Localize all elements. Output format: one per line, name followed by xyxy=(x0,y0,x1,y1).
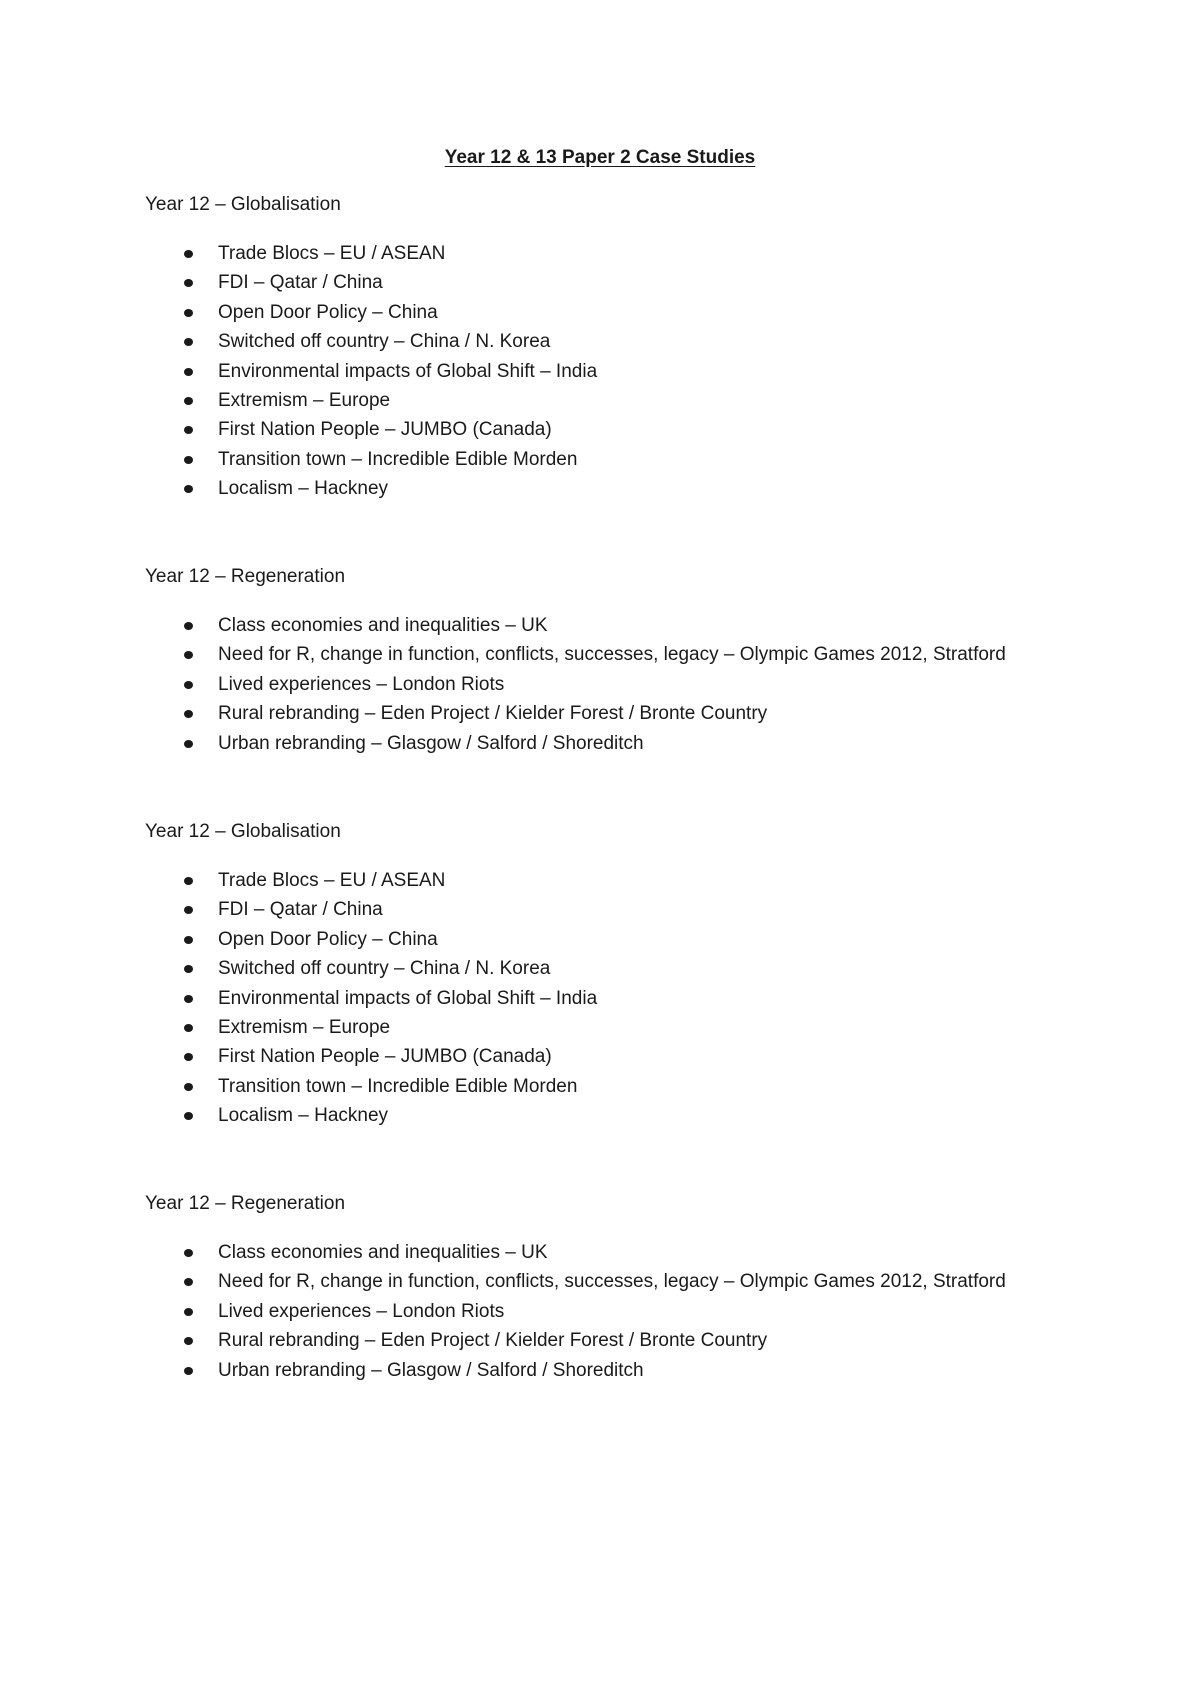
list-item xyxy=(145,611,1145,640)
list-item-text: Environmental impacts of Global Shift – India xyxy=(218,987,598,1009)
bullet-icon xyxy=(184,397,193,405)
list-item-text: Transition town – Incredible Edible Morden xyxy=(218,448,578,470)
bullet-list xyxy=(145,611,1145,758)
bullet-icon xyxy=(184,279,193,287)
bullet-icon xyxy=(184,1024,193,1032)
bullet-icon xyxy=(184,1249,193,1257)
list-item xyxy=(145,327,1145,356)
list-item xyxy=(145,866,1145,895)
list-item xyxy=(145,357,1145,386)
list-item xyxy=(145,1238,1145,1267)
list-item-text: Transition town – Incredible Edible Morden xyxy=(218,1075,578,1097)
list-item xyxy=(145,415,1145,444)
list-item xyxy=(145,729,1145,758)
bullet-list xyxy=(145,239,1145,504)
bullet-icon xyxy=(184,426,193,434)
bullet-icon xyxy=(184,622,193,630)
list-item-text: Extremism – Europe xyxy=(218,1017,391,1039)
list-item-text: Urban rebranding – Glasgow / Salford / Shoreditch xyxy=(218,732,644,754)
bullet-list xyxy=(145,866,1145,1131)
list-item xyxy=(145,1267,1145,1296)
list-item xyxy=(145,474,1145,503)
bullet-icon xyxy=(184,1367,193,1375)
section-heading: Year 12 – Globalisation xyxy=(145,821,341,842)
list-item xyxy=(145,1356,1145,1385)
bullet-icon xyxy=(184,651,193,659)
list-item-text: Localism – Hackney xyxy=(218,478,389,500)
list-item-text: Lived experiences – London Riots xyxy=(218,1300,505,1322)
list-item xyxy=(145,895,1145,924)
list-item-text: Urban rebranding – Glasgow / Salford / Shoreditch xyxy=(218,1359,644,1381)
bullet-icon xyxy=(184,936,193,944)
list-item xyxy=(145,239,1145,268)
section-heading: Year 12 – Globalisation xyxy=(145,194,341,215)
bullet-icon xyxy=(184,995,193,1003)
list-item-text: FDI – Qatar / China xyxy=(218,899,383,921)
bullet-icon xyxy=(184,710,193,718)
bullet-icon xyxy=(184,1337,193,1345)
bullet-icon xyxy=(184,965,193,973)
bullet-icon xyxy=(184,1083,193,1091)
list-item-text: Lived experiences – London Riots xyxy=(218,673,505,695)
list-item-text: Open Door Policy – China xyxy=(218,301,438,323)
list-item-text: Localism – Hackney xyxy=(218,1105,389,1127)
list-item xyxy=(145,268,1145,297)
list-item xyxy=(145,640,1145,669)
list-item xyxy=(145,386,1145,415)
list-item xyxy=(145,954,1145,983)
list-item-text: FDI – Qatar / China xyxy=(218,272,383,294)
list-item-text: Extremism – Europe xyxy=(218,390,391,412)
list-item xyxy=(145,298,1145,327)
list-item-text: First Nation People – JUMBO (Canada) xyxy=(218,419,552,441)
list-item xyxy=(145,1072,1145,1101)
bullet-icon xyxy=(184,456,193,464)
bullet-icon xyxy=(184,1053,193,1061)
list-item xyxy=(145,1101,1145,1130)
document-title: Year 12 & 13 Paper 2 Case Studies xyxy=(444,147,756,168)
list-item-text: Need for R, change in function, conflicts, successes, legacy – Olympic Games 2012, Stratford xyxy=(218,1271,1006,1293)
list-item-text: Switched off country – China / N. Korea xyxy=(218,331,551,353)
list-item xyxy=(145,925,1145,954)
bullet-icon xyxy=(184,250,193,258)
bullet-icon xyxy=(184,1278,193,1286)
section-regeneration-2 xyxy=(145,1192,1145,1385)
bullet-icon xyxy=(184,485,193,493)
list-item xyxy=(145,984,1145,1013)
list-item-text: Switched off country – China / N. Korea xyxy=(218,958,551,980)
list-item xyxy=(145,1013,1145,1042)
section-heading: Year 12 – Regeneration xyxy=(145,1193,346,1214)
bullet-icon xyxy=(184,1112,193,1120)
list-item-text: Rural rebranding – Eden Project / Kielder Forest / Bronte Country xyxy=(218,1330,768,1352)
bullet-icon xyxy=(184,681,193,689)
bullet-list xyxy=(145,1238,1145,1385)
list-item-text: Open Door Policy – China xyxy=(218,928,438,950)
list-item-text: Environmental impacts of Global Shift – India xyxy=(218,360,598,382)
bullet-icon xyxy=(184,877,193,885)
list-item-text: Rural rebranding – Eden Project / Kielder Forest / Bronte Country xyxy=(218,703,768,725)
bullet-icon xyxy=(184,1308,193,1316)
list-item xyxy=(145,1042,1145,1071)
section-regeneration-1 xyxy=(145,565,1145,758)
bullet-icon xyxy=(184,740,193,748)
bullet-icon xyxy=(184,309,193,317)
list-item-text: First Nation People – JUMBO (Canada) xyxy=(218,1046,552,1068)
list-item xyxy=(145,1326,1145,1355)
list-item-text: Class economies and inequalities – UK xyxy=(218,1242,548,1263)
section-globalisation-2 xyxy=(145,820,1145,1131)
list-item xyxy=(145,1297,1145,1326)
section-globalisation-1 xyxy=(145,193,1145,504)
bullet-icon xyxy=(184,368,193,376)
bullet-icon xyxy=(184,338,193,346)
list-item-text: Trade Blocs – EU / ASEAN xyxy=(218,243,446,264)
list-item xyxy=(145,699,1145,728)
list-item-text: Class economies and inequalities – UK xyxy=(218,615,548,636)
bullet-icon xyxy=(184,906,193,914)
list-item-text: Need for R, change in function, conflicts, successes, legacy – Olympic Games 2012, Stratford xyxy=(218,644,1006,666)
list-item-text: Trade Blocs – EU / ASEAN xyxy=(218,870,446,891)
list-item xyxy=(145,670,1145,699)
list-item xyxy=(145,445,1145,474)
section-heading: Year 12 – Regeneration xyxy=(145,566,346,587)
